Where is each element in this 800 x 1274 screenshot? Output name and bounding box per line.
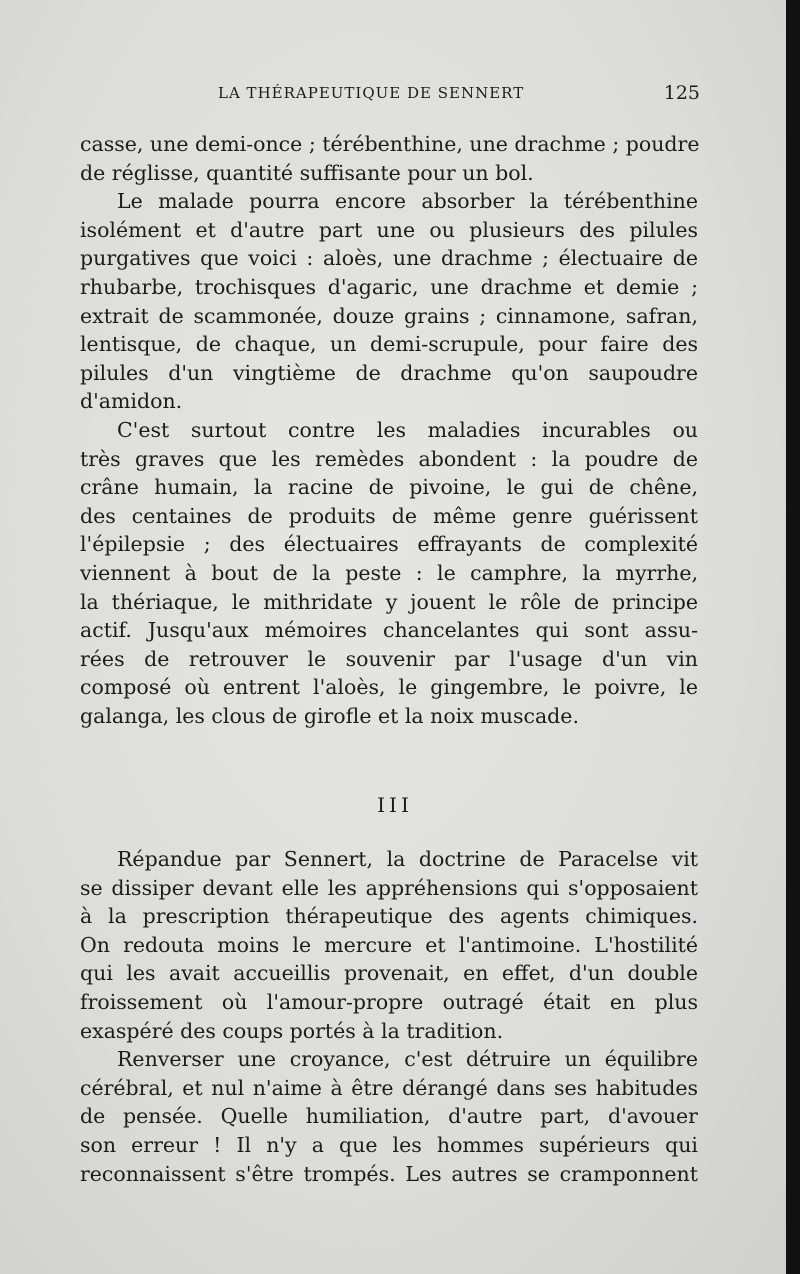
text-line: actif. Jusqu'aux mémoires chancelantes qui sont assu-	[80, 618, 698, 643]
body-text-section-top	[80, 130, 698, 730]
text-line: lentisque, de chaque, un demi-scrupule, pour faire des	[80, 332, 698, 357]
page-number: 125	[663, 82, 700, 104]
text-line: crâne humain, la racine de pivoine, le gui de chêne,	[80, 475, 698, 500]
text-line: son erreur ! Il n'y a que les hommes supérieurs qui	[80, 1132, 698, 1157]
section-heading: III	[377, 793, 413, 817]
text-line: cérébral, et nul n'aime à être dérangé dans ses habitudes	[80, 1075, 698, 1100]
text-line: rées de retrouver le souvenir par l'usage d'un vin	[80, 646, 698, 671]
text-line: exaspéré des coups portés à la tradition.	[80, 1018, 504, 1043]
text-line: se dissiper devant elle les appréhensions qui s'opposaient	[80, 875, 698, 900]
text-line: viennent à bout de la peste : le camphre, la myrrhe,	[80, 560, 698, 585]
text-line: la thériaque, le mithridate y jouent le rôle de principe	[80, 589, 698, 614]
text-line: rhubarbe, trochisques d'agaric, une drachme et demie ;	[80, 274, 698, 299]
text-line: de pensée. Quelle humiliation, d'autre part, d'avouer	[80, 1104, 698, 1129]
text-line: Renverser une croyance, c'est détruire un équilibre	[117, 1047, 698, 1072]
text-line: l'épilepsie ; des électuaires effrayants de complexité	[80, 532, 698, 557]
text-line: reconnaissent s'être trompés. Les autres se cramponnent	[80, 1161, 698, 1186]
body-text-section-three	[80, 845, 698, 1188]
text-line: d'amidon.	[80, 389, 183, 414]
running-header	[80, 82, 700, 108]
scan-edge-shadow	[786, 0, 800, 1274]
text-line: composé où entrent l'aloès, le gingembre, le poivre, le	[80, 675, 698, 700]
text-line: Répandue par Sennert, la doctrine de Paracelse vit	[117, 847, 698, 871]
running-title: LA THÉRAPEUTIQUE DE SENNERT	[218, 84, 525, 102]
text-line: On redouta moins le mercure et l'antimoine. L'hostilité	[80, 932, 698, 957]
text-line: C'est surtout contre les maladies incurables ou	[117, 417, 698, 442]
text-line: extrait de scammonée, douze grains ; cinnamone, safran,	[80, 303, 698, 328]
text-line: des centaines de produits de même genre guérissent	[80, 503, 698, 528]
text-line: purgatives que voici : aloès, une drachme ; électuaire de	[80, 246, 698, 271]
text-line: très graves que les remèdes abondent : la poudre de	[80, 446, 698, 471]
text-line: casse, une demi-once ; térébenthine, une drachme ; poudre	[80, 132, 700, 156]
text-line: Le malade pourra encore absorber la térébenthine	[117, 189, 698, 214]
text-line: à la prescription thérapeutique des agents chimiques.	[80, 904, 698, 929]
text-line: qui les avait accueillis provenait, en effet, d'un double	[80, 961, 698, 986]
text-line: froissement où l'amour-propre outragé était en plus	[80, 989, 698, 1014]
text-line: pilules d'un vingtième de drachme qu'on saupoudre	[80, 360, 698, 385]
text-line: galanga, les clous de girofle et la noix muscade.	[80, 703, 579, 728]
text-line: de réglisse, quantité suffisante pour un bol.	[80, 160, 534, 185]
text-line: isolément et d'autre part une ou plusieurs des pilules	[80, 217, 698, 242]
